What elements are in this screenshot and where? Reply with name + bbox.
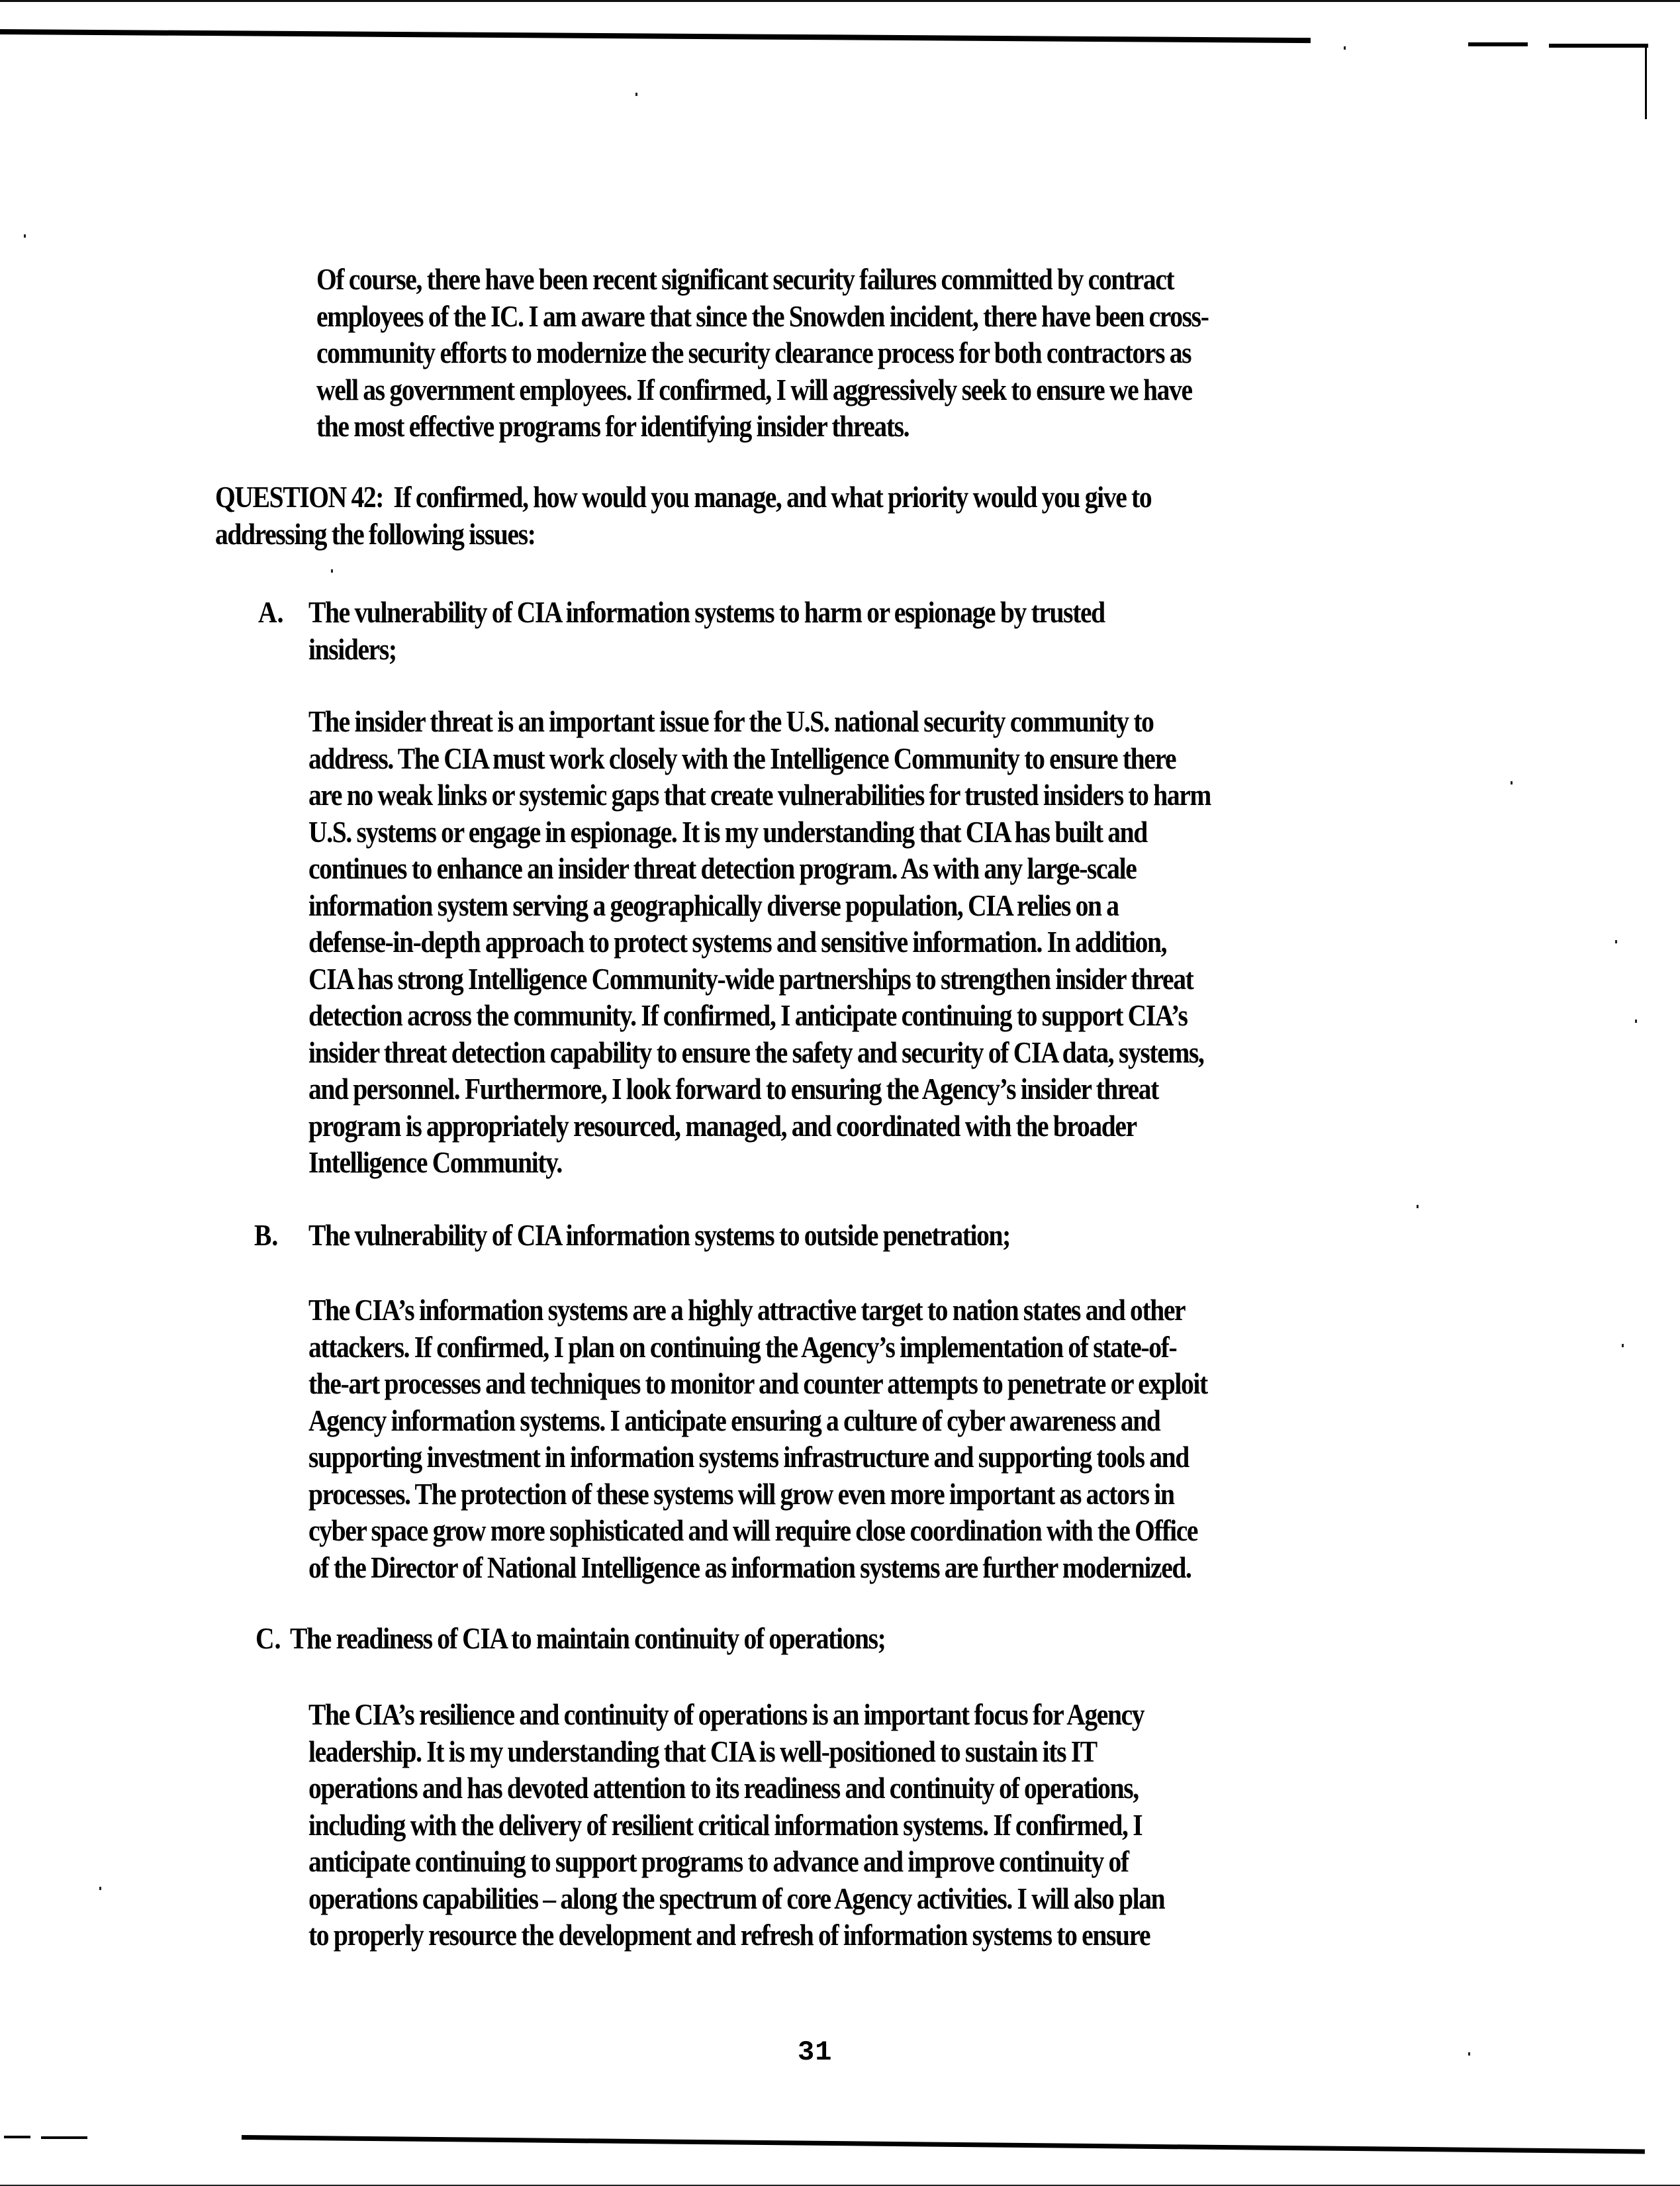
scan-speck	[1622, 1344, 1624, 1347]
text-line: anticipate continuing to support programs to advance and improve continuity of	[308, 1844, 1129, 1878]
scan-speck	[99, 1887, 101, 1890]
text-line: defense-in-depth approach to protect systems and sensitive information. In addition,	[308, 925, 1167, 959]
text-line: Intelligence Community.	[308, 1145, 562, 1179]
text-line: processes. The protection of these systems will grow even more important as actors in	[308, 1476, 1174, 1511]
intro-paragraph	[316, 261, 1546, 445]
item-c-prompt	[290, 1620, 1520, 1657]
question-text: If confirmed, how would you manage, and what priority would you give to	[393, 480, 1152, 514]
scan-speck	[1635, 1020, 1637, 1023]
item-c-answer	[308, 1696, 1538, 1954]
text-line: The vulnerability of CIA information systems to harm or espionage by trusted	[308, 595, 1105, 629]
text-line: to properly resource the development and refresh of information systems to ensure	[308, 1918, 1150, 1952]
footer-rule-fragment	[4, 2136, 30, 2138]
text-line: The CIA’s information systems are a highly attractive target to nation states and other	[308, 1293, 1186, 1327]
question-line: addressing the following issues:	[215, 516, 536, 551]
page-number: 31	[798, 2036, 833, 2068]
scan-speck	[1468, 2052, 1470, 2056]
scan-speck	[1615, 940, 1617, 943]
question-label: QUESTION 42:	[215, 480, 384, 514]
text-line: address. The CIA must work closely with the Intelligence Community to ensure there	[308, 741, 1176, 775]
text-line: are no weak links or systemic gaps that create vulnerabilities for trusted insiders to harm	[308, 778, 1211, 812]
text-line: U.S. systems or engage in espionage. It is my understanding that CIA has built and	[308, 814, 1147, 849]
text-line: The vulnerability of CIA information systems to outside penetration;	[308, 1218, 1010, 1252]
item-b-prompt	[308, 1217, 1538, 1254]
question-line	[215, 479, 1468, 516]
text-line: and personnel. Furthermore, I look forward to ensuring the Agency’s insider threat	[308, 1072, 1158, 1106]
item-a-marker: A.	[258, 595, 284, 629]
question-42	[215, 479, 1468, 552]
scan-speck	[1344, 46, 1346, 50]
item-a-answer	[308, 703, 1538, 1181]
text-line: The insider threat is an important issue for the U.S. national security community to	[308, 704, 1154, 738]
text-line: The readiness of CIA to maintain continuity of operations;	[290, 1621, 886, 1655]
item-b-answer	[308, 1292, 1538, 1586]
text-line: the-art processes and techniques to monitor and counter attempts to penetrate or exploit	[308, 1366, 1207, 1400]
text-line: insider threat detection capability to ensure the safety and security of CIA data, systems,	[308, 1035, 1204, 1069]
text-line: CIA has strong Intelligence Community-wide partnerships to strengthen insider threat	[308, 961, 1193, 996]
item-a-prompt	[308, 594, 1287, 667]
text-line: program is appropriately resourced, managed, and coordinated with the broader	[308, 1108, 1137, 1143]
footer-rule-fragment	[41, 2136, 87, 2139]
text-line: insiders;	[308, 632, 397, 666]
text-line: operations and has devoted attention to its readiness and continuity of operations,	[308, 1771, 1139, 1805]
text-line: operations capabilities – along the spectrum of core Agency activities. I will also plan	[308, 1881, 1165, 1915]
text-line: cyber space grow more sophisticated and will require close coordination with the Office	[308, 1513, 1198, 1547]
scan-speck	[635, 93, 637, 96]
header-rule-fragment	[1549, 44, 1648, 48]
header-rule	[0, 29, 1311, 43]
text-line: employees of the IC. I am aware that since the Snowden incident, there have been cross-	[316, 299, 1209, 333]
text-line: well as government employees. If confirmed, I will aggressively seek to ensure we have	[316, 372, 1192, 406]
scan-edge-top	[0, 0, 1680, 2]
text-line: of the Director of National Intelligence as information systems are further modernized.	[308, 1550, 1191, 1584]
text-line: community efforts to modernize the security clearance process for both contractors as	[316, 336, 1191, 369]
text-line: information system serving a geographically diverse population, CIA relies on a	[308, 888, 1119, 922]
text-line: including with the delivery of resilient critical information systems. If confirmed, I	[308, 1807, 1143, 1842]
text-line: continues to enhance an insider threat detection program. As with any large-scale	[308, 851, 1137, 885]
text-line: Agency information systems. I anticipate ensuring a culture of cyber awareness and	[308, 1403, 1160, 1437]
text-line: The CIA’s resilience and continuity of operations is an important focus for Agency	[308, 1697, 1144, 1731]
item-b-marker: B.	[254, 1218, 279, 1252]
text-line: the most effective programs for identifying insider threats.	[316, 409, 910, 443]
item-c-marker: C.	[256, 1621, 281, 1655]
scan-speck	[24, 234, 26, 238]
footer-rule	[242, 2135, 1645, 2154]
scan-speck	[1417, 1205, 1419, 1208]
text-line: detection across the community. If confirmed, I anticipate continuing to support CIA’s	[308, 998, 1188, 1032]
text-line: attackers. If confirmed, I plan on continuing the Agency’s implementation of state-of-	[308, 1329, 1177, 1364]
page-edge-right	[1645, 46, 1647, 119]
text-line: Of course, there have been recent significant security failures committed by contract	[316, 262, 1174, 296]
text-line: leadership. It is my understanding that CIA is well-positioned to sustain its IT	[308, 1734, 1097, 1768]
header-rule-fragment	[1468, 42, 1528, 46]
text-line: supporting investment in information systems infrastructure and supporting tools and	[308, 1440, 1189, 1474]
scan-speck	[331, 569, 333, 573]
